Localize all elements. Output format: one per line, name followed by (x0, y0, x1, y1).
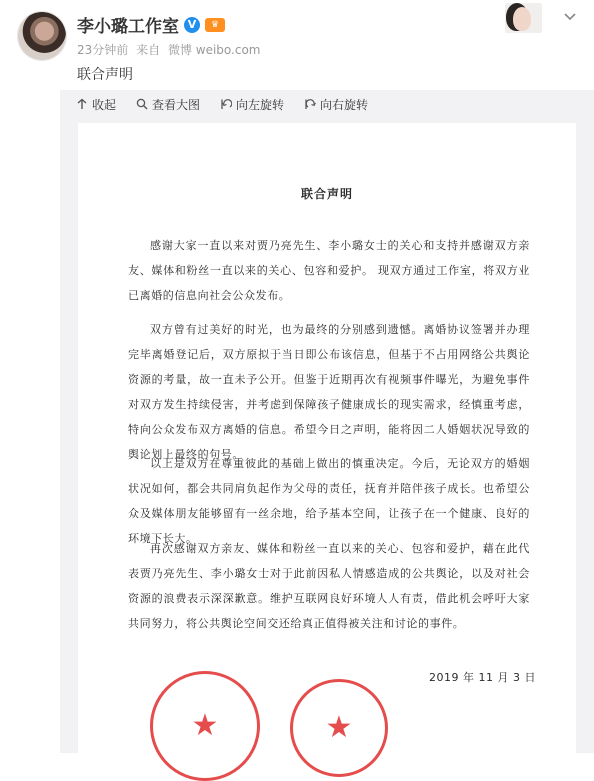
collapse-icon (76, 98, 88, 110)
collapse-label: 收起 (92, 97, 117, 112)
red-seal-stamp-left: ★ (150, 671, 260, 781)
rotate-left-icon (220, 98, 232, 110)
magnifier-icon (136, 98, 148, 110)
rotate-left-label: 向左旋转 (236, 97, 285, 112)
red-seal-stamp-right: ★ (290, 679, 388, 777)
author-row (77, 12, 225, 37)
post-source-prefix: 来自 (136, 43, 161, 57)
vip-icon: ♛ (205, 18, 225, 32)
statement-paragraph-1: 感谢大家一直以来对贾乃亮先生、李小璐女士的关心和支持并感谢双方亲友、媒体和粉丝一直以来的关心、包容和爱护。 现双方通过工作室，将双方业已离婚的信息向社会公众发布。 (128, 239, 530, 302)
post-text: 联合声明 (77, 67, 133, 83)
rotate-right-icon (304, 98, 316, 110)
view-large-label: 查看大图 (152, 97, 201, 112)
chevron-down-icon[interactable] (563, 10, 577, 24)
statement-paragraph-2: 双方曾有过美好的时光，也为最终的分别感到遗憾。离婚协议签署并办理完毕离婚登记后，双方原拟于当日即公布该信息，但基于不占用网络公共舆论资源的考量，故一直未予公开。但鉴于近期再次有视频事件曝光，为避免事件对双方发生持续侵害，并考虑到保障孩子健康成长的现实需求，经慎重考虑，特向公众发布双方离婚的信息。希望今日之声明，能将因二人婚姻状况导致的舆论划上最终的句号。 (128, 323, 530, 461)
post-meta (77, 41, 265, 58)
statement-image[interactable] (78, 123, 576, 753)
rotate-right-button[interactable] (304, 96, 368, 113)
statement-paragraph-3: 以上是双方在尊重彼此的基础上做出的慎重决定。今后，无论双方的婚姻状况如何，都会共同肩负起作为父母的责任，抚育并陪伴孩子成长。也希望公众及媒体朋友能够留有一丝余地，给予基本空间，让孩子在一个健康、良好的环境下长大。 (128, 457, 530, 545)
statement-title: 联合声明 (300, 187, 353, 201)
image-toolbar (60, 90, 594, 118)
statement-date: 2019 年 11 月 3 日 (429, 671, 536, 684)
rotate-right-label: 向右旋转 (320, 97, 369, 112)
view-large-button[interactable] (136, 96, 200, 113)
statement-paragraph-4: 再次感谢双方亲友、媒体和粉丝一直以来的关心、包容和爱护，藉在此代表贾乃亮先生、李小璐女士对于此前因私人情感造成的公共舆论，以及对社会资源的浪费表示深深歉意。维护互联网良好环境人人有责，借此机会呼吁大家共同努力，将公共舆论空间交还给真正值得被关注和讨论的事件。 (128, 542, 530, 630)
collapse-button[interactable] (76, 96, 116, 113)
author-name[interactable]: 李小璐工作室 (77, 17, 179, 37)
rotate-left-button[interactable] (220, 96, 284, 113)
thumbnail-image[interactable] (505, 3, 542, 33)
post-source[interactable]: 微博 weibo.com (167, 43, 261, 57)
post-time[interactable]: 23分钟前 (77, 43, 129, 57)
verified-icon: V (184, 17, 200, 33)
author-avatar[interactable] (18, 12, 66, 60)
